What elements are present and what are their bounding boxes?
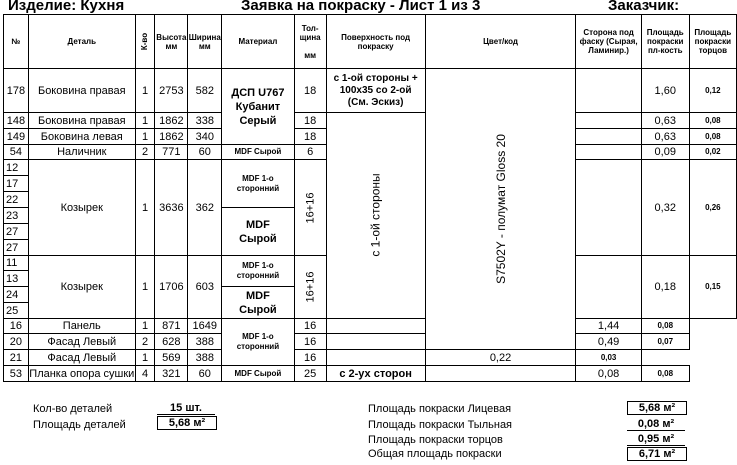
surface-one-side-text: с 1-ой стороны xyxy=(368,173,383,257)
col-color: Цвет/код xyxy=(425,15,576,69)
row-area-edge: 0,08 xyxy=(689,129,736,145)
col-thickness-label: Тол-щина xyxy=(299,23,321,42)
row-detail: Фасад Левый xyxy=(28,334,135,350)
col-material: Материал xyxy=(222,15,295,69)
product-title: Изделие: Кухня xyxy=(8,0,125,14)
back-value: 0,08 м² xyxy=(627,418,685,431)
row-thickness: 16 xyxy=(294,350,326,366)
row-height: 1862 xyxy=(155,113,188,129)
col-detail: Деталь xyxy=(28,15,135,69)
table-row xyxy=(4,113,737,129)
row-area-face: 1,60 xyxy=(641,69,689,113)
row-width: 582 xyxy=(188,69,222,113)
row-height: 628 xyxy=(155,334,188,350)
row-area-edge: 0,26 xyxy=(689,160,736,256)
col-chamfer: Сторона под фаску (Сырая, Ламинир.) xyxy=(576,15,641,69)
row-detail: Боковина правая xyxy=(28,113,135,129)
total-label: Общая площадь покраски xyxy=(368,448,502,460)
material-dsp xyxy=(222,69,295,145)
row-area-face: 0,09 xyxy=(641,145,689,160)
row-thickness: 6 xyxy=(294,145,326,160)
row-width: 60 xyxy=(188,145,222,160)
back-label: Площадь покраски Тыльная xyxy=(368,419,513,431)
row-material: MDF Сырой xyxy=(222,145,295,160)
face-value: 5,68 м² xyxy=(627,401,687,415)
row-area-face: 0,22 xyxy=(425,350,576,366)
row-area-edge: 0,08 xyxy=(689,113,736,129)
row-width: 388 xyxy=(188,350,222,366)
count-label: Кол-во деталей xyxy=(33,403,113,415)
row-detail: Козырек xyxy=(28,160,135,256)
row-thickness: 16 xyxy=(294,319,326,334)
header-row xyxy=(4,15,737,69)
row-num: 27 xyxy=(4,224,29,240)
row-num: 17 xyxy=(4,176,29,192)
col-thickness-unit: мм xyxy=(304,50,317,60)
row-qty: 2 xyxy=(135,334,154,350)
row-area-face: 0,49 xyxy=(576,334,641,350)
row-detail: Козырек xyxy=(28,256,135,319)
row-num: 148 xyxy=(4,113,29,129)
material-mdf-top xyxy=(222,160,295,208)
row-height: 1706 xyxy=(155,256,188,319)
col-num: № xyxy=(4,15,29,69)
row-width: 340 xyxy=(188,129,222,145)
row-chamfer xyxy=(576,69,641,113)
col-area-face: Площадь покраски пл-кость xyxy=(641,15,689,69)
customer-label: Заказчик: xyxy=(608,0,680,14)
row-num: 20 xyxy=(4,334,29,350)
row-width: 60 xyxy=(188,366,222,382)
row-area-face: 0,63 xyxy=(641,113,689,129)
row-num: 11 xyxy=(4,256,29,271)
row-chamfer xyxy=(576,160,641,256)
col-qty-label: К-во xyxy=(140,32,150,51)
row-thickness: 16 xyxy=(294,334,326,350)
col-height: Высота мм xyxy=(155,15,188,69)
row-area-face: 0,08 xyxy=(576,366,641,382)
material-mdf-top-text: MDF 1-о сторонний xyxy=(236,173,280,193)
row-qty: 1 xyxy=(135,69,154,113)
row-area-edge: 0,02 xyxy=(689,145,736,160)
table-row xyxy=(4,350,737,366)
row-area-edge: 0,15 xyxy=(689,256,736,319)
row-chamfer xyxy=(326,350,425,366)
row-detail: Планка опора сушки xyxy=(29,367,135,380)
row-height: 2753 xyxy=(155,69,188,113)
row-area-face: 0,32 xyxy=(641,160,689,256)
row-num: 22 xyxy=(4,192,29,208)
edge-value: 0,95 м² xyxy=(627,433,685,446)
row-qty: 1 xyxy=(135,319,154,334)
table-row xyxy=(4,69,737,113)
edge-label: Площадь покраски торцов xyxy=(368,434,503,446)
row-thickness: 18 xyxy=(294,129,326,145)
surface-group1: с 1-ой стороны + 100х35 со 2-ой (См. Эскиз) xyxy=(326,69,425,113)
row-area-face: 1,44 xyxy=(576,319,641,334)
material-mdf-top xyxy=(222,256,295,287)
row-chamfer xyxy=(326,334,425,350)
row-detail: Боковина левая xyxy=(28,129,135,145)
row-height: 321 xyxy=(155,366,188,382)
row-detail: Панель xyxy=(28,319,135,334)
color-code-text: S7502Y - полумат Gloss 20 xyxy=(493,133,508,284)
row-width: 338 xyxy=(188,113,222,129)
row-num: 178 xyxy=(4,69,29,113)
col-qty xyxy=(135,15,154,69)
material-line-2: Кубанит xyxy=(235,100,281,113)
row-qty: 1 xyxy=(135,160,154,256)
material-mdf-raw xyxy=(222,208,295,256)
material-line-1: ДСП U767 xyxy=(231,86,285,99)
material-mdf-raw xyxy=(222,287,295,319)
material-mdf-raw-text: MDF Сырой xyxy=(239,289,277,316)
row-num: 25 xyxy=(4,303,29,319)
row-surface: с 2-ух сторон xyxy=(326,366,425,382)
row-qty: 4 xyxy=(135,366,154,382)
row-thickness-text: 16+16 xyxy=(304,192,317,223)
row-chamfer xyxy=(425,366,576,382)
row-num: 53 xyxy=(4,366,29,382)
row-thickness: 18 xyxy=(294,69,326,113)
area-value: 5,68 м² xyxy=(157,416,217,430)
sheet-title: Заявка на покраску - Лист 1 из 3 xyxy=(241,0,481,14)
row-thickness xyxy=(294,160,326,256)
row-area-face: 0,18 xyxy=(641,256,689,319)
row-qty: 1 xyxy=(135,256,154,319)
row-num: 54 xyxy=(4,145,29,160)
row-num: 27 xyxy=(4,240,29,256)
col-surface: Поверхность под покраску xyxy=(326,15,425,69)
row-num: 12 xyxy=(4,160,29,176)
material-mdf-top-text: MDF 1-о сторонний xyxy=(236,261,280,280)
row-height: 1862 xyxy=(155,129,188,145)
row-width: 1649 xyxy=(188,319,222,334)
area-label: Площадь деталей xyxy=(33,419,126,431)
col-thickness xyxy=(294,15,326,69)
material-mdf-facade xyxy=(222,319,295,366)
table-row xyxy=(4,319,737,334)
row-detail: Боковина правая xyxy=(28,69,135,113)
row-area-edge: 0,08 xyxy=(641,319,689,334)
row-chamfer xyxy=(576,145,641,160)
col-area-edge: Площадь покраски торцов xyxy=(689,15,736,69)
row-area-edge: 0,08 xyxy=(641,366,689,382)
col-width: Ширина мм xyxy=(188,15,222,69)
face-label: Площадь покраски Лицевая xyxy=(368,403,512,415)
row-num: 24 xyxy=(4,287,29,303)
row-width: 388 xyxy=(188,334,222,350)
row-height: 3636 xyxy=(155,160,188,256)
row-num: 23 xyxy=(4,208,29,224)
count-value: 15 шт. xyxy=(157,402,215,415)
row-thickness: 18 xyxy=(294,113,326,129)
row-chamfer xyxy=(576,129,641,145)
row-detail: Наличник xyxy=(28,145,135,160)
row-qty: 1 xyxy=(135,113,154,129)
row-height: 771 xyxy=(155,145,188,160)
table-row xyxy=(4,366,737,382)
row-chamfer xyxy=(576,256,641,319)
row-num: 21 xyxy=(4,350,29,366)
surface-one-side xyxy=(326,113,425,319)
row-width: 362 xyxy=(188,160,222,256)
row-thickness-text: 16+16 xyxy=(304,271,317,303)
row-chamfer xyxy=(576,113,641,129)
material-line-3: Серый xyxy=(239,114,277,127)
row-material: MDF Сырой xyxy=(222,366,295,382)
row-qty: 2 xyxy=(135,145,154,160)
material-mdf-raw-text: MDF Сырой xyxy=(239,218,277,245)
row-detail: Фасад Левый xyxy=(28,350,135,366)
row-area-edge: 0,07 xyxy=(641,334,689,350)
total-value: 6,71 м² xyxy=(627,447,687,461)
row-num: 13 xyxy=(4,271,29,287)
color-code xyxy=(425,69,576,350)
row-thickness xyxy=(294,256,326,319)
table-row xyxy=(4,334,737,350)
row-height: 569 xyxy=(155,350,188,366)
row-thickness: 25 xyxy=(294,366,326,382)
row-area-edge: 0,12 xyxy=(689,69,736,113)
row-width: 603 xyxy=(188,256,222,319)
row-area-face: 0,63 xyxy=(641,129,689,145)
paint-order-table xyxy=(3,14,737,382)
material-mdf-facade-text: MDF 1-о сторонний xyxy=(236,332,280,351)
row-height: 871 xyxy=(155,319,188,334)
row-qty: 1 xyxy=(135,129,154,145)
row-num: 149 xyxy=(4,129,29,145)
row-area-edge: 0,03 xyxy=(576,350,641,366)
row-num: 16 xyxy=(4,319,29,334)
row-qty: 1 xyxy=(135,350,154,366)
row-chamfer xyxy=(326,319,425,334)
